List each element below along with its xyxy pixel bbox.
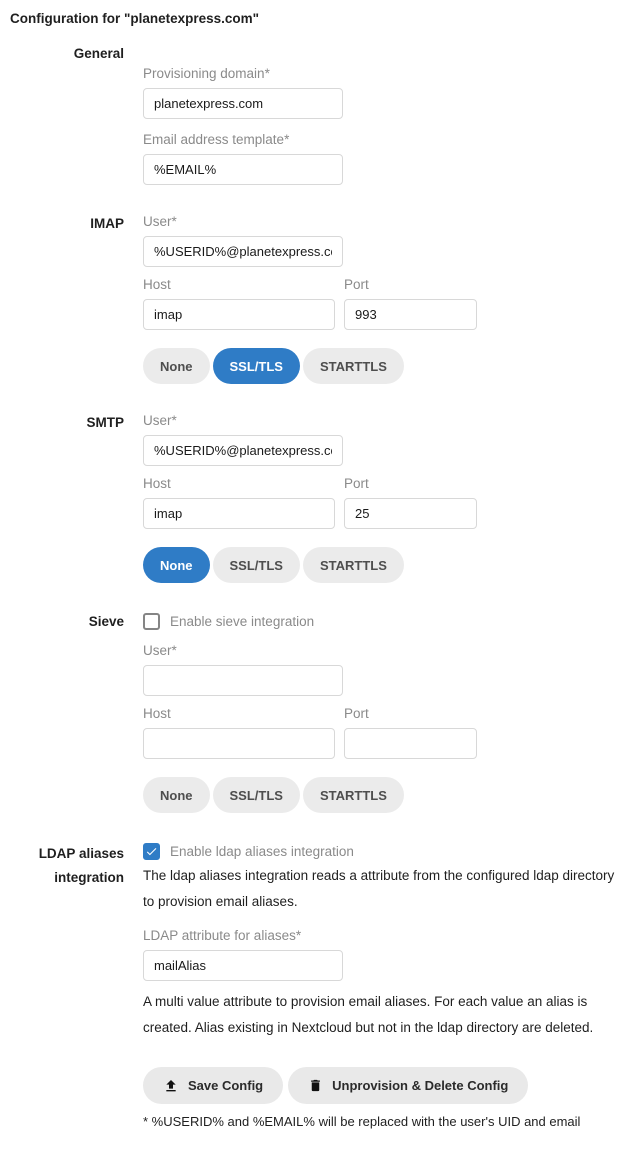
smtp-user-label: User* [143, 413, 177, 428]
save-config-button[interactable] [143, 1067, 283, 1104]
ldap-heading-line2: integration [54, 870, 124, 885]
ldap-enable-label: Enable ldap aliases integration [170, 843, 354, 859]
smtp-port-input[interactable] [344, 498, 477, 529]
smtp-heading: SMTP [86, 415, 124, 430]
imap-security-ssltls-button[interactable]: SSL/TLS [213, 348, 300, 384]
section-smtp [10, 413, 632, 583]
imap-port-label: Port [344, 277, 369, 292]
section-ldap-aliases [10, 842, 632, 1041]
imap-security-starttls-button[interactable]: STARTTLS [303, 348, 404, 384]
sieve-host-label: Host [143, 706, 171, 721]
ldap-attribute-label: LDAP attribute for aliases* [143, 928, 302, 943]
general-heading: General [73, 46, 124, 61]
ldap-description: The ldap aliases integration reads a attribute from the configured ldap directory to provision email aliases. [143, 868, 615, 909]
sieve-security-none-button[interactable]: None [143, 777, 210, 813]
trash-icon [308, 1078, 323, 1093]
imap-port-input[interactable] [344, 299, 477, 330]
imap-host-label: Host [143, 277, 171, 292]
smtp-security-none-button[interactable]: None [143, 547, 210, 583]
ldap-attribute-help: A multi value attribute to provision email aliases. For each value an alias is created. Alias existing in Nextcloud but not in the ldap directory are deleted. [143, 994, 594, 1035]
section-imap [10, 214, 632, 384]
imap-host-input[interactable] [143, 299, 335, 330]
sieve-enable-label: Enable sieve integration [170, 613, 315, 629]
actions-spacer [10, 1067, 124, 1129]
imap-security-toggle [143, 348, 632, 384]
save-config-label: Save Config [188, 1078, 264, 1093]
smtp-user-input[interactable] [143, 435, 343, 466]
sieve-security-ssltls-button[interactable]: SSL/TLS [213, 777, 300, 813]
unprovision-delete-label: Unprovision & Delete Config [332, 1078, 509, 1093]
placeholders-footnote: * %USERID% and %EMAIL% will be replaced with the user's UID and email [143, 1114, 581, 1129]
smtp-security-toggle [143, 547, 632, 583]
sieve-host-input[interactable] [143, 728, 335, 759]
provisioning-domain-input[interactable] [143, 88, 343, 119]
smtp-security-starttls-button[interactable]: STARTTLS [303, 547, 404, 583]
imap-security-none-button[interactable]: None [143, 348, 210, 384]
ldap-attribute-input[interactable] [143, 950, 343, 981]
provisioning-domain-label: Provisioning domain* [143, 66, 270, 81]
sieve-security-toggle [143, 777, 632, 813]
sieve-user-label: User* [143, 643, 177, 658]
ldap-enable-checkbox[interactable] [143, 843, 160, 860]
unprovision-delete-button[interactable] [288, 1067, 528, 1104]
imap-user-label: User* [143, 214, 177, 229]
sieve-port-input[interactable] [344, 728, 477, 759]
smtp-host-label: Host [143, 476, 171, 491]
sieve-port-label: Port [344, 706, 369, 721]
checkmark-icon [145, 845, 158, 858]
email-template-input[interactable] [143, 154, 343, 185]
section-sieve [10, 612, 632, 813]
imap-user-input[interactable] [143, 236, 343, 267]
smtp-security-ssltls-button[interactable]: SSL/TLS [213, 547, 300, 583]
sieve-heading: Sieve [88, 614, 124, 629]
sieve-enable-checkbox[interactable] [143, 613, 160, 630]
smtp-host-input[interactable] [143, 498, 335, 529]
upload-icon [163, 1078, 179, 1094]
sieve-security-starttls-button[interactable]: STARTTLS [303, 777, 404, 813]
sieve-user-input[interactable] [143, 665, 343, 696]
imap-heading: IMAP [90, 216, 124, 231]
email-template-label: Email address template* [143, 132, 290, 147]
smtp-port-label: Port [344, 476, 369, 491]
ldap-heading [10, 842, 124, 1041]
section-general [10, 44, 632, 185]
ldap-heading-line1: LDAP aliases [38, 846, 124, 861]
page-title: Configuration for "planetexpress.com" [10, 11, 260, 26]
section-actions [10, 1067, 632, 1129]
